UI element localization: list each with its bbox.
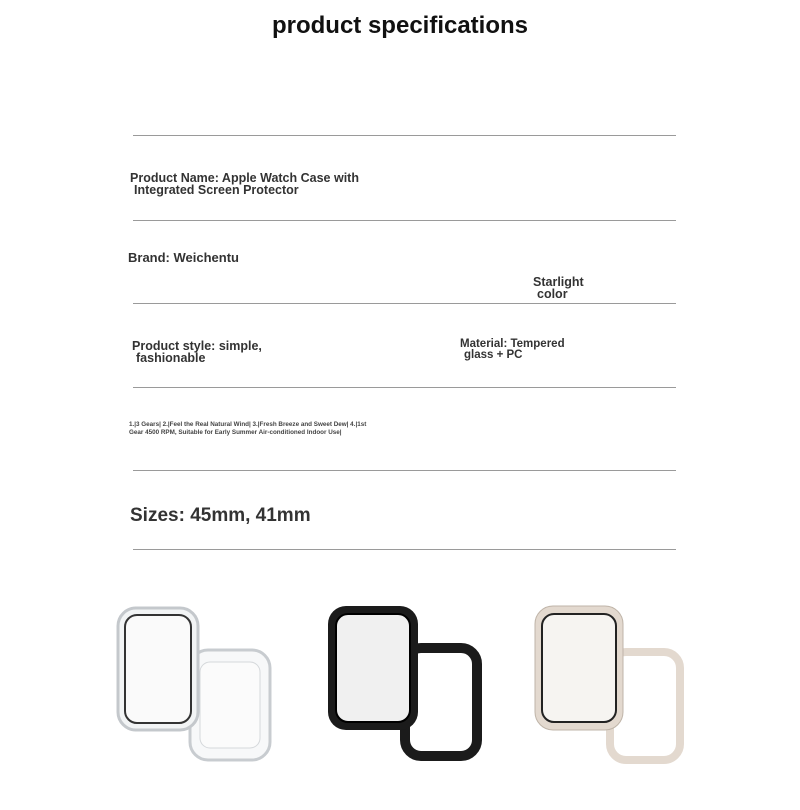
product-style (132, 340, 262, 364)
sizes: Sizes: 45mm, 41mm (130, 505, 311, 526)
product-images (0, 580, 800, 810)
brand: Brand: Weichentu (128, 250, 239, 265)
features-line: 1.|3 Gears| 2.|Feel the Real Natural Wind| 3.|Fresh Breeze and Sweet Dew| 4.|1st (129, 421, 367, 428)
features-line: Gear 4500 RPM, Suitable for Early Summer Air-conditioned Indoor Use| (129, 429, 342, 436)
style-line: fashionable (136, 351, 206, 365)
product-name-line: Product Name: Apple Watch Case with (130, 171, 359, 185)
divider (133, 220, 676, 221)
divider (133, 470, 676, 471)
page-title: product specifications (271, 12, 529, 39)
starlight-case-image (535, 606, 680, 760)
material-line: glass + PC (464, 349, 523, 361)
divider (133, 303, 676, 304)
product-name-line: Integrated Screen Protector (134, 183, 299, 197)
material-line: Material: Tempered (460, 338, 565, 350)
style-line: Product style: simple, (132, 339, 262, 353)
divider (133, 135, 676, 136)
clear-case-image (118, 608, 270, 760)
color-line: Starlight (533, 275, 584, 289)
material (460, 339, 565, 361)
divider (133, 387, 676, 388)
color-line: color (537, 287, 568, 301)
black-case-image (328, 606, 477, 756)
color-spec (533, 276, 584, 300)
divider (133, 549, 676, 550)
product-name (130, 172, 359, 196)
features (129, 421, 366, 437)
